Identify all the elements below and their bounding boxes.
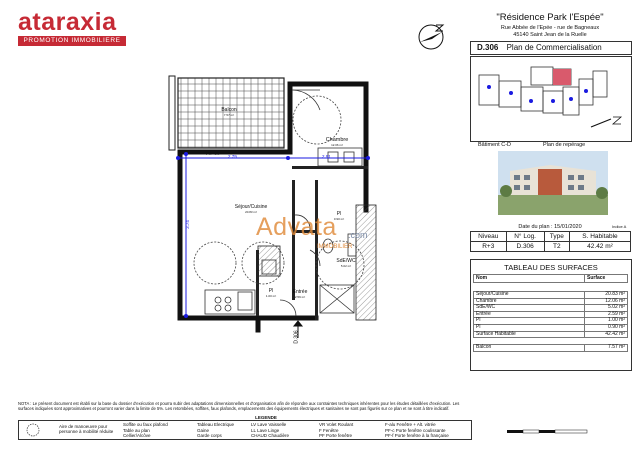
- surface-name: SdE/WC: [474, 305, 585, 312]
- info-header-type: Type: [544, 232, 569, 242]
- room-balcony-label: Balcon: [221, 107, 237, 113]
- surface-name: Pl: [474, 324, 585, 331]
- surface-name: Séjour/Cuisine: [474, 292, 585, 299]
- lot-label: Plan de Commercialisation: [506, 43, 602, 52]
- info-header-level: Niveau: [471, 232, 507, 242]
- legend-item: Aire de manoeuvre pour personne à mobilité réduite: [59, 424, 114, 434]
- surface-name: Entrée: [474, 311, 585, 318]
- info-header-lot: N° Log.: [506, 232, 544, 242]
- legend-item: LL Lave Linge: [251, 428, 280, 433]
- room-pl2: [264, 288, 278, 298]
- room-sde-label: SdE/WC: [336, 258, 356, 264]
- room-sejour-area: 20.83 m²: [245, 210, 257, 214]
- legend-item: F Fenêtre: [319, 428, 339, 433]
- surface-value: 0.90 m²: [585, 324, 628, 331]
- surface-total-label: Surface Habitable: [474, 331, 585, 338]
- info-area: 42.42 m²: [569, 242, 630, 252]
- surface-row: [474, 318, 628, 325]
- address-line-2: 45140 Saint Jean de la Ruelle: [513, 32, 587, 38]
- surface-value: 1.00 m²: [585, 318, 628, 325]
- room-pl2-area: 1.00 m²: [265, 294, 277, 298]
- residence-address: [470, 25, 630, 39]
- surface-total-row: [474, 331, 628, 338]
- surface-name: Chambre: [474, 298, 585, 305]
- brand-logo: ataraxia: [18, 8, 117, 36]
- disclaimer-note: NOTA : Le présent document est établi sur la base du dossier d'exécution et pourra subir des adaptations dimensionnelles et d'organisation afin de répondre aux contraintes techniques inhérentes pour les études détaillées d'exécution. Les surfaces indiquées sont approximatives et pourront varier dans la limite de 5%. Les retombées, soffites, faux plafonds, emplacements des équipements électriques et sanitaires ne sont pas figurés sur ce plan et ne sont à titre indicatif.: [18, 401, 460, 411]
- legend-title: LEGENDE: [255, 415, 277, 420]
- residence-title: "Résidence Park l'Espée": [496, 12, 604, 23]
- dimension-height: 3.74: [184, 220, 190, 229]
- floor-plan: [160, 70, 400, 345]
- surfaces-panel: [470, 259, 632, 371]
- legend-item: Cellier/Alcôve: [123, 433, 151, 438]
- plan-date: Date du plan : 15/01/2020: [518, 224, 582, 230]
- legend-item: Tableau Electrique: [197, 422, 235, 427]
- surfaces-title: TABLEAU DES SURFACES: [504, 263, 598, 272]
- surface-value: 5.02 m²: [585, 305, 628, 312]
- room-pl1-area: 0.90 m²: [333, 217, 345, 221]
- lot-code: D.306: [477, 43, 499, 52]
- room-entree-area: 2.59 m²: [294, 295, 306, 299]
- surface-row: [474, 311, 628, 318]
- dimension-width-2: 2.91: [322, 154, 331, 159]
- key-plan: [470, 56, 632, 142]
- legend-item: PF-c Porte fenêtre coulissante: [385, 428, 446, 433]
- brand-tagline: PROMOTION IMMOBILIERE: [18, 36, 126, 46]
- info-header-area: S. Habitable: [569, 232, 630, 242]
- surfaces-col-surface: Surface: [585, 275, 628, 283]
- room-chambre: [322, 137, 352, 147]
- lot-header: [470, 41, 632, 55]
- surface-total-value: 42.42 m²: [585, 331, 628, 338]
- legend-item: F-alu Fenêtre + Alt. vitrée: [385, 422, 436, 427]
- surface-balcony-row: [474, 345, 628, 352]
- legend-item: VR Volet Roulant: [319, 422, 354, 427]
- room-chambre-label: Chambre: [325, 137, 349, 143]
- room-pl1-label: Pl: [336, 211, 342, 217]
- dimension-width: 2.79: [228, 154, 237, 159]
- legend-item: CHAUD Chaudière: [251, 433, 290, 438]
- surfaces-col-name: Nom: [474, 275, 585, 283]
- info-lot: D.306: [506, 242, 544, 252]
- legend-item: LV Lave Vaisselle: [251, 422, 287, 427]
- building-label: Bâtiment C-D: [478, 142, 512, 148]
- room-sde: [334, 258, 358, 268]
- surfaces-table: [473, 274, 628, 352]
- info-type: T2: [544, 242, 569, 252]
- building-photo: [498, 151, 608, 215]
- plan-index: Indice A: [612, 224, 627, 229]
- legend-item: PF Porte fenêtre: [319, 433, 353, 438]
- room-chambre-area: 12.06 m²: [331, 143, 343, 147]
- legend-item: PF-f Porte fenêtre à la française: [385, 433, 449, 438]
- watermark-sub: IMMOBILIER: [317, 244, 353, 250]
- ceiling-note: PR+VR: [206, 151, 220, 156]
- legend-item: Soffite ou faux plafond: [123, 422, 168, 427]
- surface-name: Pl: [474, 318, 585, 325]
- legend-item: Garde corps: [197, 433, 222, 438]
- surface-balcony-label: Balcon: [474, 345, 585, 352]
- room-sde-area: 5.02 m²: [340, 264, 352, 268]
- lot-info-table: [470, 231, 631, 252]
- legend: [18, 420, 472, 440]
- plan-lot-mark: D.306: [293, 330, 300, 344]
- legend-item: Gaine: [197, 428, 210, 433]
- manoeuvre-circle-icon: [23, 423, 43, 437]
- watermark-logo: Advata: [256, 213, 337, 241]
- watermark-tld: .com: [348, 230, 368, 240]
- info-level: R+3: [471, 242, 507, 252]
- surface-row: [474, 298, 628, 305]
- north-arrow-icon: [416, 22, 446, 52]
- surface-balcony-value: 7.57 m²: [585, 345, 628, 352]
- room-pl2-label: Pl: [268, 288, 274, 294]
- surface-value: 20.83 m²: [585, 292, 628, 299]
- situation-label: Plan de repérage: [543, 142, 586, 148]
- key-plan-drawing: [471, 57, 631, 141]
- surface-value: 2.59 m²: [585, 311, 628, 318]
- address-line-1: Rue Abbée de l'Epée - rue de Bagneaux: [500, 25, 600, 31]
- room-entree: [291, 289, 309, 299]
- scale-bar: [505, 426, 605, 436]
- room-balcony-area: 7.57 m²: [223, 113, 235, 117]
- surface-value: 12.06 m²: [585, 298, 628, 305]
- legend-item: Table au plan: [123, 428, 150, 433]
- room-sejour-label: Séjour/Cuisine: [234, 204, 268, 210]
- room-entree-label: Entrée: [292, 289, 308, 295]
- surface-row: [474, 305, 628, 312]
- room-balcony: [219, 107, 239, 117]
